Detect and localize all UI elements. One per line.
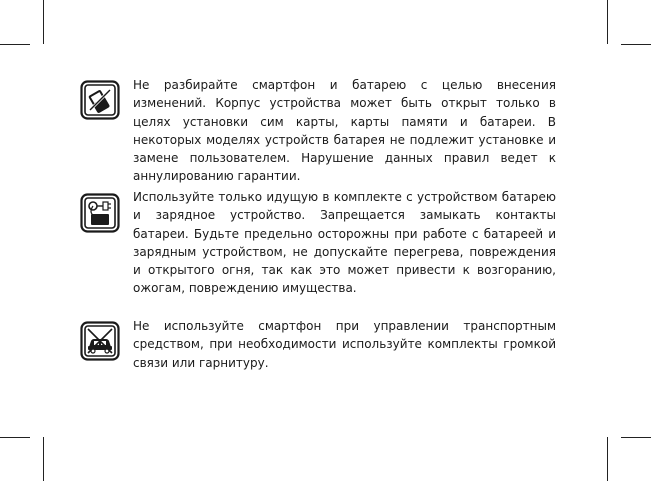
crop-mark-bottom-right-horizontal — [621, 437, 651, 438]
crop-mark-top-right-horizontal — [621, 44, 651, 45]
crop-mark-top-left-horizontal — [0, 44, 30, 45]
no-phone-while-driving-icon — [80, 321, 120, 361]
driving-warning-text: Не используйте смартфон при управлении транспортным средством, при необходимости используйте комплекты громкой связи или гарнитуру. — [133, 319, 556, 370]
crop-mark-bottom-right-vertical — [607, 437, 608, 481]
crop-mark-top-left-vertical — [43, 0, 44, 44]
charger-battery-icon — [80, 193, 120, 233]
crop-mark-bottom-left-vertical — [43, 437, 44, 481]
battery-warning-text: Используйте только идущую в комплекте с устройством батарею и зарядное устройство. Запрещается замыкать контакты батареи. Будьте предельно осторожны при работе с батареей и зарядным устройством, не допускайте перегрева, повреждения и открытого огня, так как это может привести к возгоранию, ожогам, повреждению имущества. — [133, 190, 556, 296]
crop-mark-bottom-left-horizontal — [0, 437, 30, 438]
disassembly-warning-text: Не разбирайте смартфон и батарею с целью внесения изменений. Корпус устройства может быть открыт только в целях установки сим карты, карты памяти и батареи. В некоторых моделях устройств батарея не подлежит установке и замене пользователем. Нарушение данных правил ведет к аннулированию гарантии. — [133, 78, 556, 184]
crop-mark-top-right-vertical — [607, 0, 608, 44]
disassembly-warning-icon — [80, 80, 120, 120]
